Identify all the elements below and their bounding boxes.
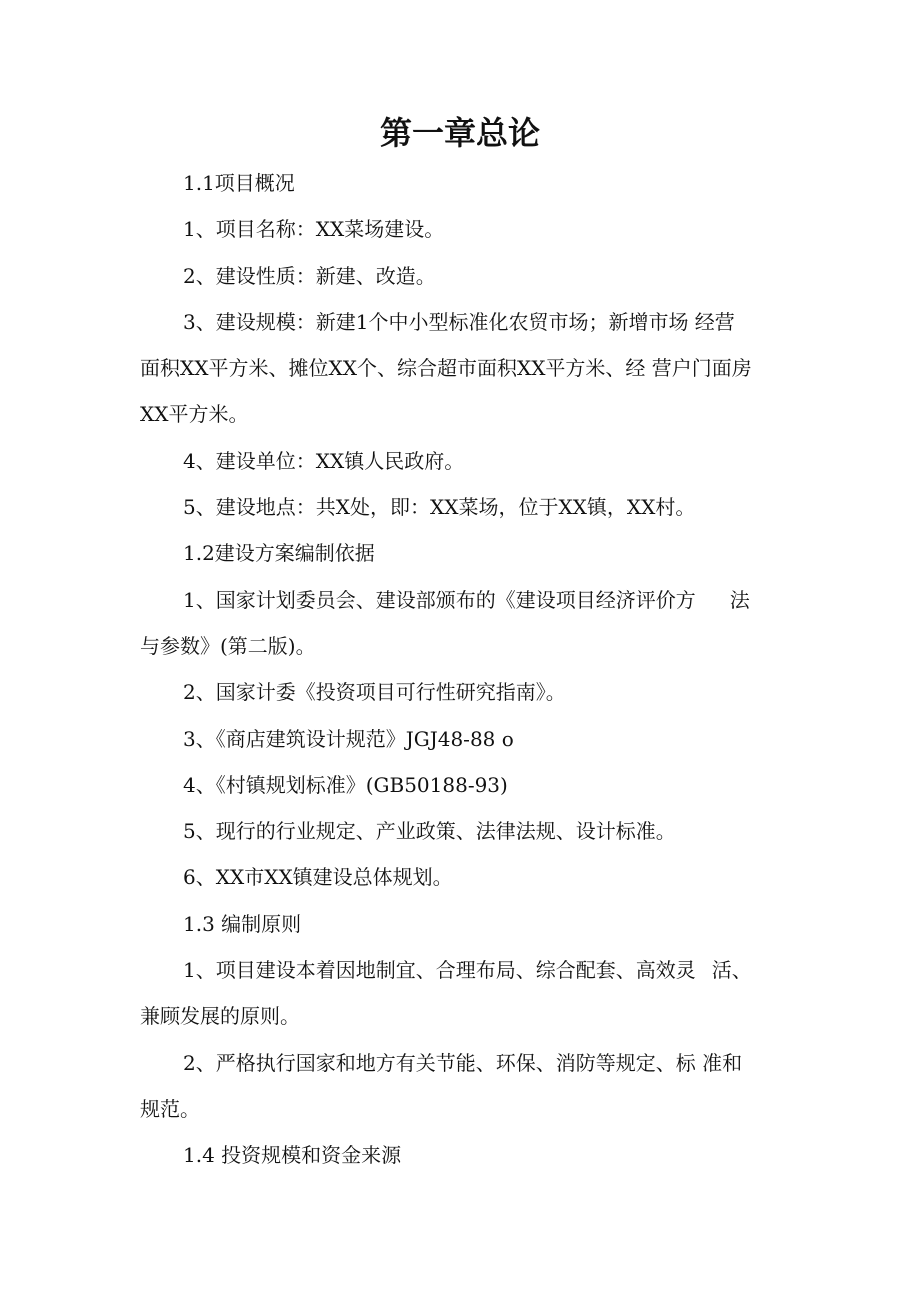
section-heading-1-1: 1.1项目概况: [183, 171, 295, 195]
section-heading-1-3: 1.3 编制原则: [183, 911, 302, 936]
basis-item-1-line-2: 与参数》(第二版)。: [140, 633, 316, 658]
chapter-title: 第一章总论: [379, 114, 540, 152]
principle-item-2-line-2: 规范。: [140, 1096, 200, 1121]
basis-item-1-line-1: [140, 577, 790, 623]
construction-scale-line-3: XX平方米。: [140, 402, 249, 427]
basis-item-5: 5、现行的行业规定、产业政策、法律法规、设计标准。: [183, 819, 676, 844]
section-heading-1-2: 1.2建设方案编制依据: [183, 541, 375, 566]
construction-scale-line-1: 3、建设规模：新建1个中小型标准化农贸市场；新增市场 经营: [183, 309, 735, 334]
basis-item-2: 2、国家计委《投资项目可行性研究指南》。: [183, 680, 566, 705]
basis-item-3: 3、《商店建筑设计规范》JGJ48-88 o: [183, 726, 514, 751]
section-heading-1-4: 1.4 投资规模和资金来源: [183, 1143, 402, 1168]
principle-item-1-tail: 活、: [711, 958, 752, 983]
construction-scale-line-2: 面积XX平方米、摊位XX个、综合超市面积XX平方米、经 营户门面房: [140, 356, 752, 381]
document-body: [140, 160, 790, 1179]
construction-nature-paragraph: 2、建设性质：新建、改造。: [183, 263, 436, 288]
basis-item-1-tail: 法: [729, 587, 750, 612]
construction-unit-paragraph: 4、建设单位：XX镇人民政府。: [183, 448, 465, 473]
basis-item-1-text: 1、国家计划委员会、建设部颁布的《建设项目经济评价方: [183, 587, 696, 612]
basis-item-6: 6、XX市XX镇建设总体规划。: [183, 865, 453, 890]
principle-item-1-line-2: 兼顾发展的原则。: [140, 1004, 300, 1029]
construction-site-paragraph: 5、建设地点：共X处，即：XX菜场，位于XX镇，XX村。: [183, 495, 696, 520]
principle-item-1-line-1: [140, 947, 790, 993]
principle-item-2-line-1: 2、严格执行国家和地方有关节能、环保、消防等规定、标 准和: [183, 1050, 743, 1075]
basis-item-4: 4、《村镇规划标准》(GB50188-93): [183, 772, 508, 797]
project-name-paragraph: 1、项目名称：XX菜场建设。: [183, 217, 445, 242]
principle-item-1-text: 1、项目建设本着因地制宜、合理布局、综合配套、高效灵: [183, 958, 696, 983]
